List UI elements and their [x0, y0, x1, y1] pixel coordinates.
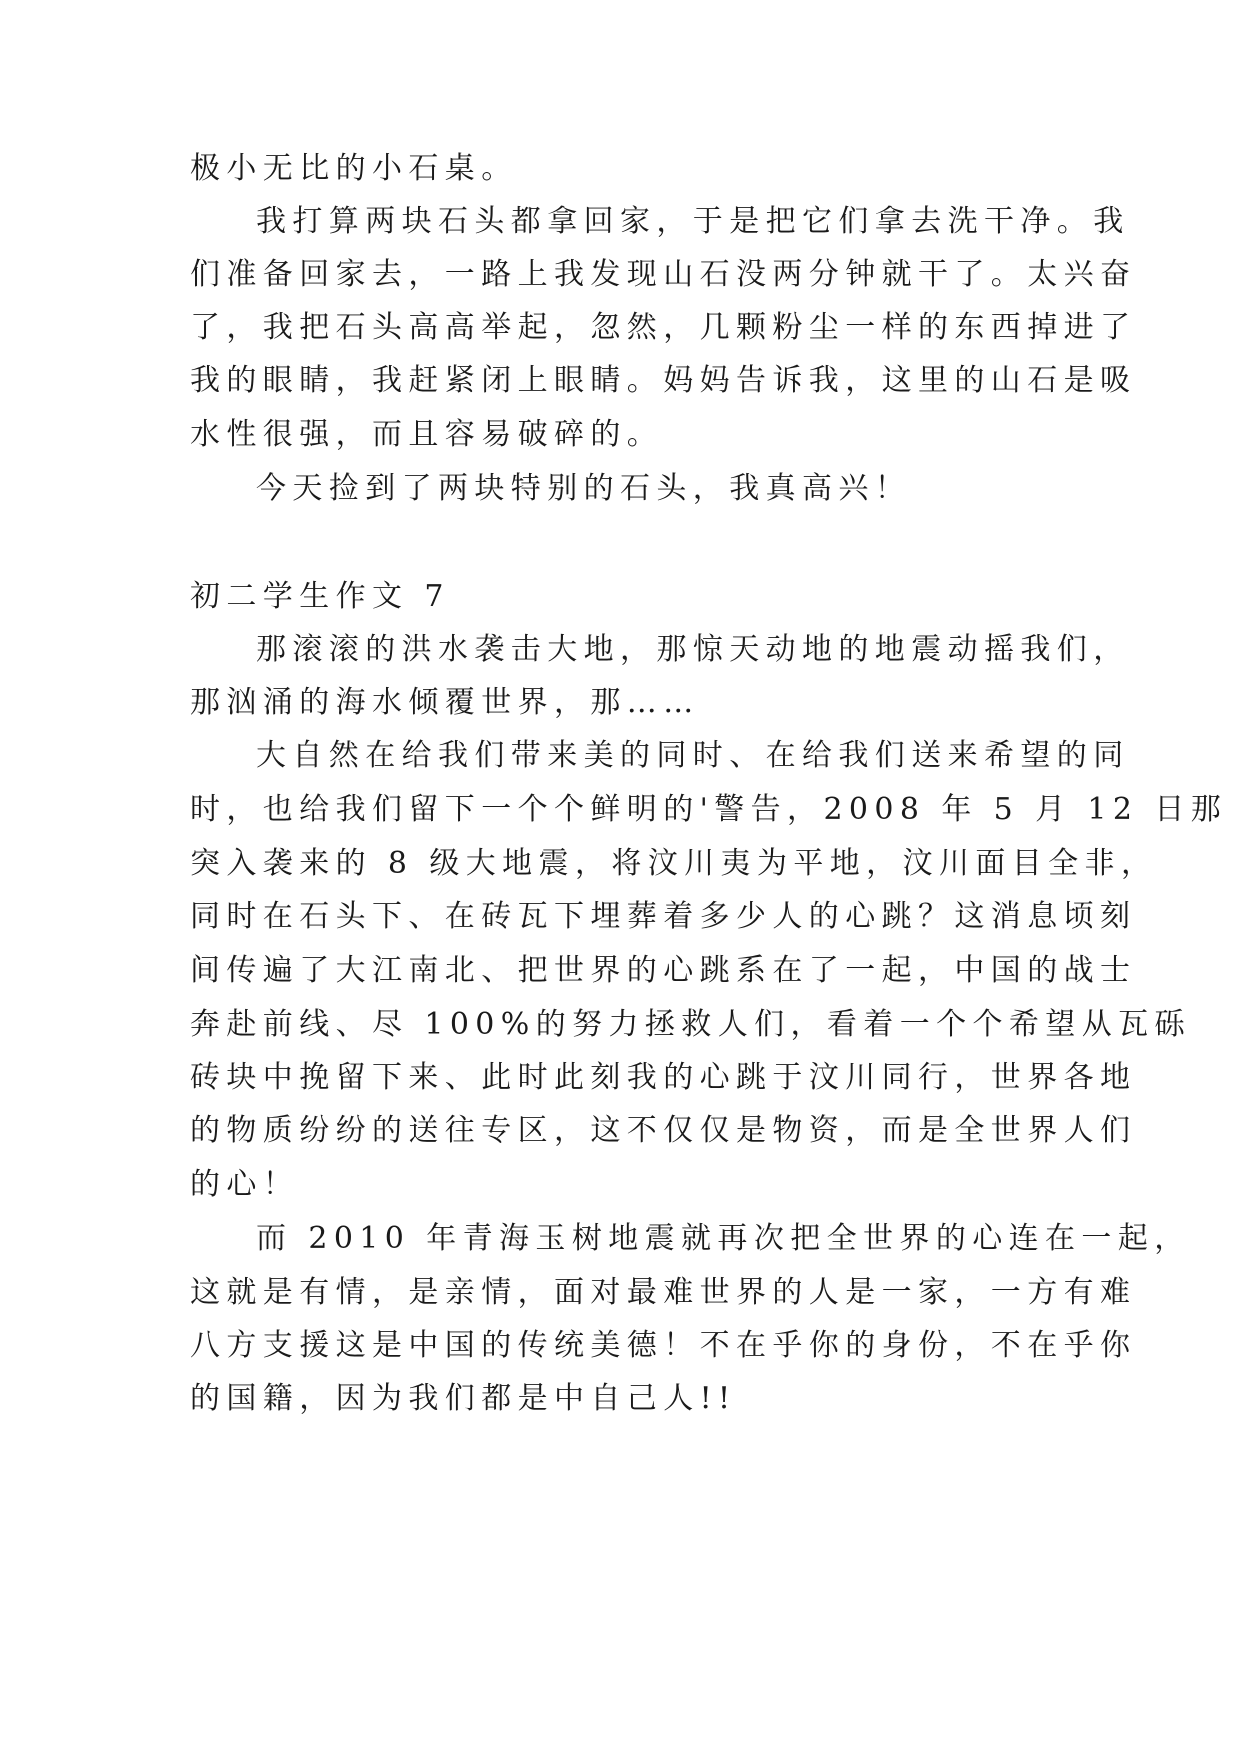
text-line: 突入袭来的 8 级大地震，将汶川夷为平地，汶川面目全非， — [190, 846, 1158, 881]
text-line: 八方支援这是中国的传统美德！不在乎你的身份，不在乎你 — [190, 1328, 1137, 1363]
text-line: 们准备回家去，一路上我发现山石没两分钟就干了。太兴奋 — [190, 257, 1137, 292]
text-line: 砖块中挽留下来、此时此刻我的心跳于汶川同行，世界各地 — [190, 1060, 1137, 1095]
text-line: 极小无比的小石桌。 — [190, 151, 518, 186]
paragraph-start: 我打算两块石头都拿回家，于是把它们拿去洗干净。我 — [256, 204, 1130, 239]
text-line: 我的眼睛，我赶紧闭上眼睛。妈妈告诉我，这里的山石是吸 — [190, 363, 1137, 398]
paragraph-start: 大自然在给我们带来美的同时、在给我们送来希望的同 — [256, 738, 1130, 773]
text-line: 的心！ — [190, 1167, 300, 1202]
text-line: 同时在石头下、在砖瓦下埋葬着多少人的心跳？这消息顷刻 — [190, 899, 1137, 934]
section-heading: 初二学生作文 7 — [190, 579, 450, 614]
text-line: 的物质纷纷的送往专区，这不仅仅是物资，而是全世界人们 — [190, 1113, 1137, 1148]
paragraph-start: 那滚滚的洪水袭击大地，那惊天动地的地震动摇我们， — [256, 632, 1130, 667]
paragraph-start: 今天捡到了两块特别的石头，我真高兴！ — [256, 471, 912, 506]
text-line: 这就是有情，是亲情，面对最难世界的人是一家，一方有难 — [190, 1275, 1137, 1310]
text-line: 水性很强，而且容易破碎的。 — [190, 417, 664, 452]
text-line: 的国籍，因为我们都是中自己人!! — [190, 1381, 737, 1416]
paragraph-start: 而 2010 年青海玉树地震就再次把全世界的心连在一起， — [256, 1221, 1191, 1256]
text-line: 奔赴前线、尽 100%的努力拯救人们，看着一个个希望从瓦砾 — [190, 1007, 1191, 1042]
text-line: 间传遍了大江南北、把世界的心跳系在了一起，中国的战士 — [190, 953, 1137, 988]
text-line: 了，我把石头高高举起，忽然，几颗粉尘一样的东西掉进了 — [190, 310, 1137, 345]
text-line: 时，也给我们留下一个个鲜明的'警告，2008 年 5 月 12 日那 — [190, 792, 1228, 827]
text-line: 那汹涌的海水倾覆世界，那…… — [190, 685, 700, 720]
